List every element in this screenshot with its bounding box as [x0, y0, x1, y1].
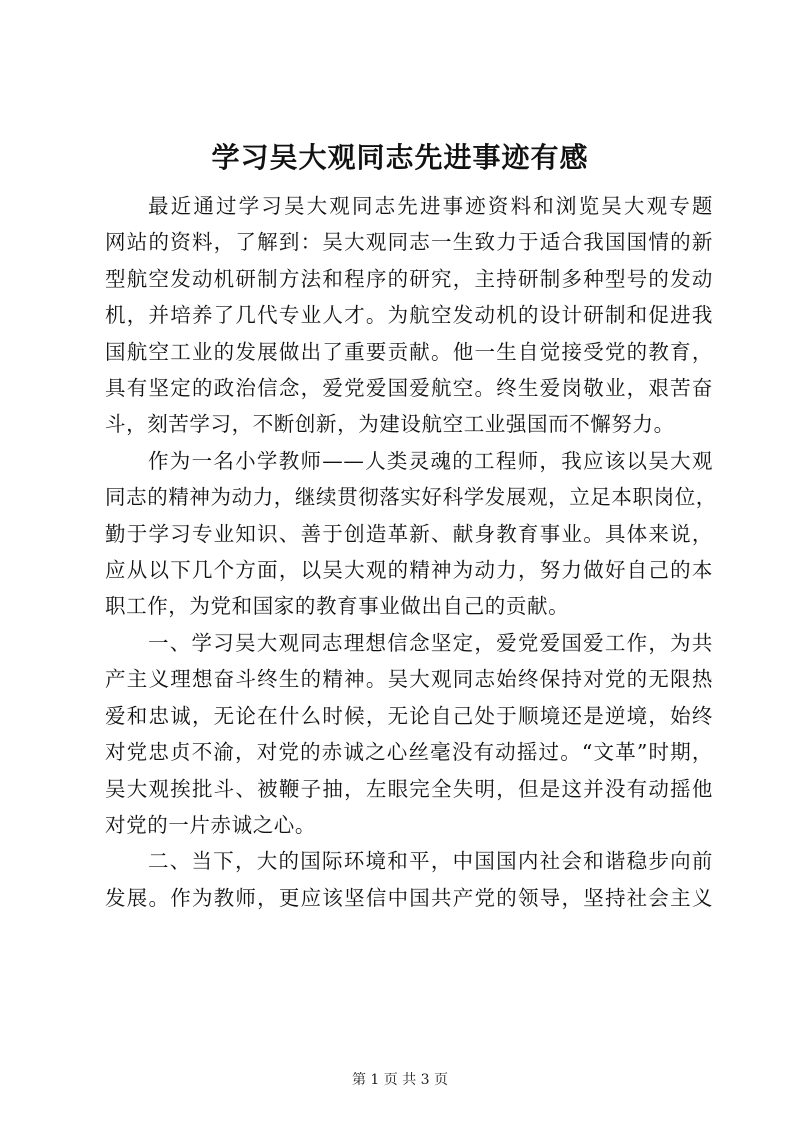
page-footer: 第 1 页 共 3 页 [351, 1072, 449, 1088]
paragraph-line: 职工作，为党和国家的教育事业做出自己的贡献。 [105, 594, 570, 619]
paragraph-line: 同志的精神为动力，继续贯彻落实好科学发展观，立足本职岗位， [105, 485, 717, 510]
paragraph-line: 最近通过学习吴大观同志先进事迹资料和浏览吴大观专题 [148, 194, 713, 218]
paragraph-line: 国航空工业的发展做出了重要贡献。他一生自觉接受党的教育， [105, 339, 713, 364]
paragraph-3 [105, 625, 713, 843]
paragraph-line: 具有坚定的政治信念，爱党爱国爱航空。终生爱岗敬业，艰苦奋 [105, 376, 713, 401]
paragraph-line: 发展。作为教师，更应该坚信中国共产党的领导，坚持社会主义 [105, 885, 713, 910]
document-title: 学习吴大观同志先进事迹有感 [211, 141, 589, 174]
paragraph-line: 型航空发动机研制方法和程序的研究，主持研制多种型号的发动 [105, 266, 713, 291]
paragraph-line: 作为一名小学教师——人类灵魂的工程师，我应该以吴大观 [148, 448, 713, 473]
paragraph-line: 对党的一片赤诚之心。 [105, 812, 316, 837]
document-body [105, 188, 717, 916]
paragraph-line: 斗，刻苦学习，不断创新，为建设航空工业强国而不懈努力。 [105, 412, 675, 437]
paragraph-2 [105, 443, 717, 625]
paragraph-line: 二、当下，大的国际环境和平，中国国内社会和谐稳步向前 [148, 849, 713, 874]
paragraph-line: 产主义理想奋斗终生的精神。吴大观同志始终保持对党的无限热 [105, 667, 713, 692]
paragraph-line: 机，并培养了几代专业人才。为航空发动机的设计研制和促进我 [105, 303, 713, 328]
paragraph-line: 吴大观挨批斗、被鞭子抽，左眼完全失明，但是这并没有动摇他 [105, 776, 713, 801]
paragraph-line: 爱和忠诚，无论在什么时候，无论自己处于顺境还是逆境，始终 [105, 703, 713, 728]
paragraph-4 [105, 843, 713, 916]
paragraph-line: 一、学习吴大观同志理想信念坚定，爱党爱国爱工作，为共 [148, 630, 713, 655]
paragraph-line: 网站的资料，了解到：吴大观同志一生致力于适合我国国情的新 [105, 230, 713, 255]
paragraph-1 [105, 188, 713, 443]
paragraph-line: 勤于学习专业知识、善于创造革新、献身教育事业。具体来说， [105, 521, 713, 546]
paragraph-line: 对党忠贞不渝，对党的赤诚之心丝毫没有动摇过。“文革”时期， [105, 740, 713, 765]
paragraph-line: 应从以下几个方面，以吴大观的精神为动力，努力做好自己的本 [105, 558, 713, 583]
